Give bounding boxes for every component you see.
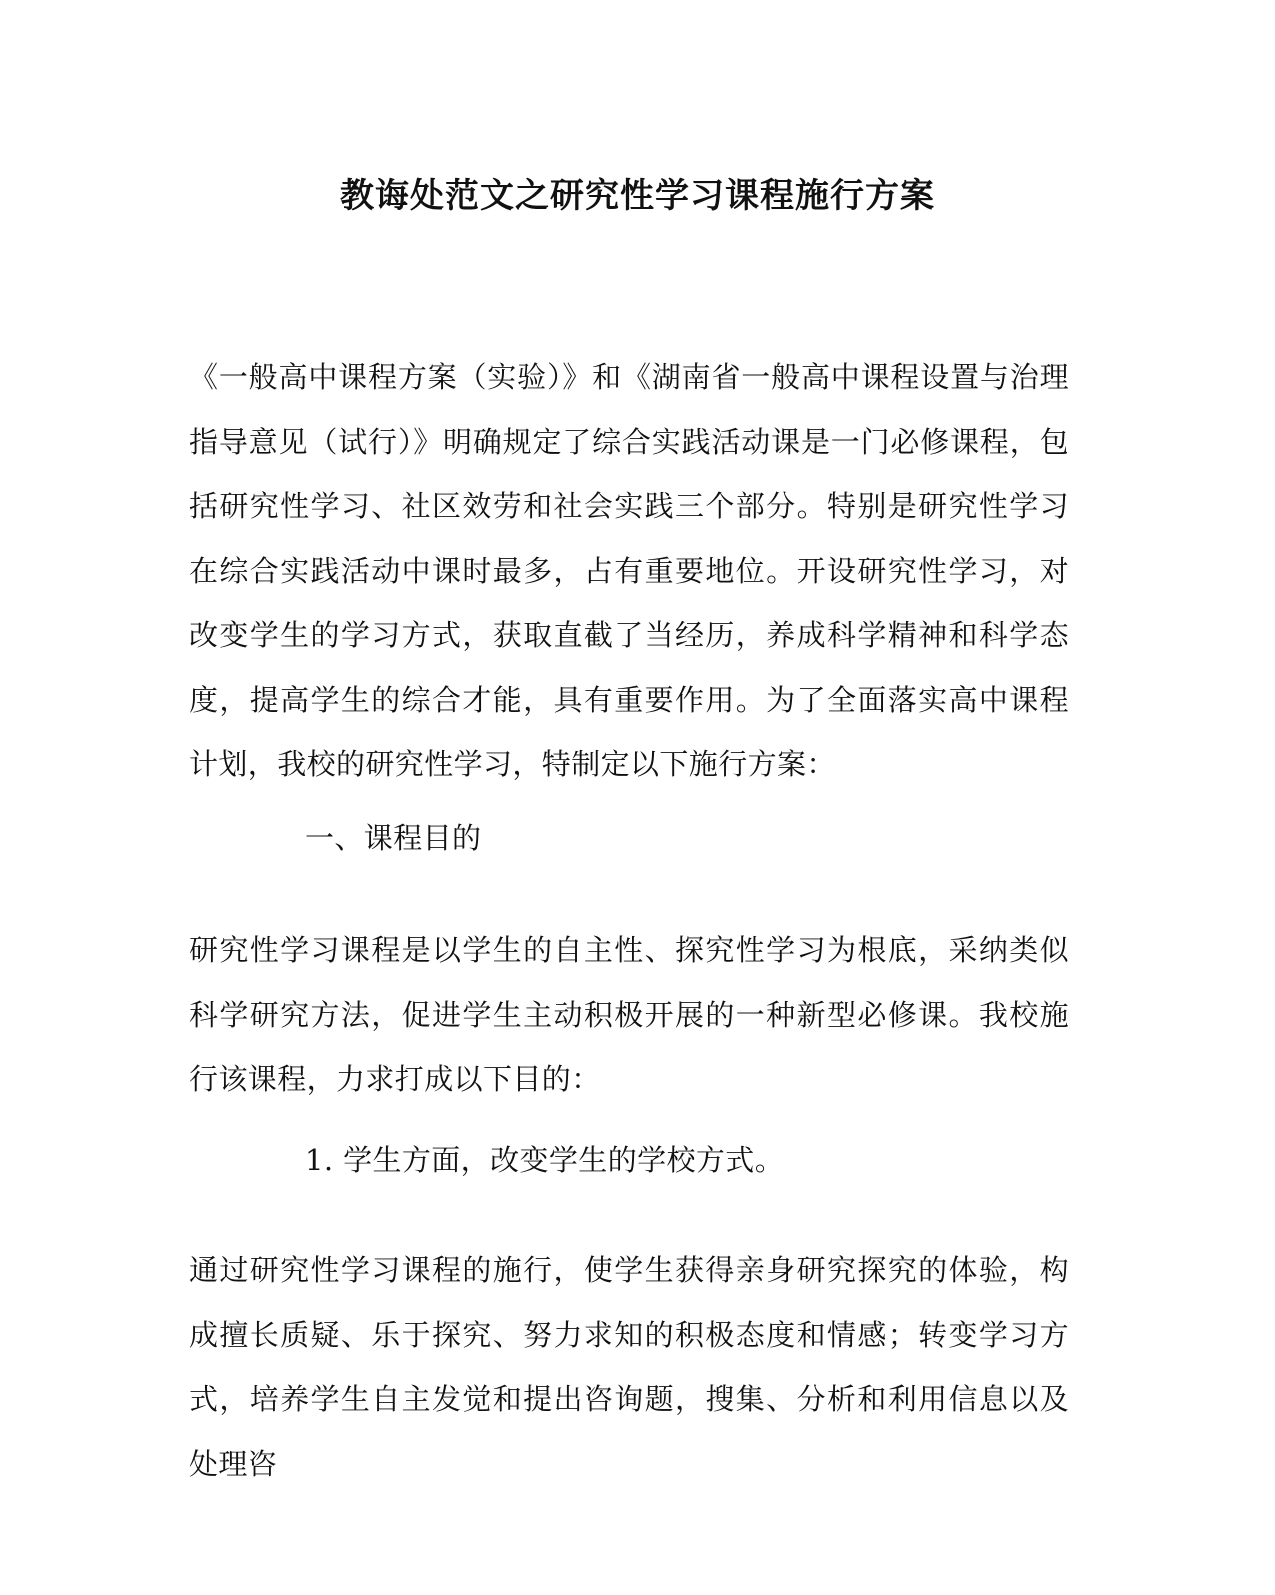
document-title: 教诲处范文之研究性学习课程施行方案 (340, 176, 935, 216)
course-description-paragraph: 研究性学习课程是以学生的自主性、探究性学习为根底，采纳类似科学研究方法，促进学生主动积极开展的一种新型必修课。我校施行该课程，力求打成以下目的： (189, 933, 1069, 1096)
section-heading-course-goals: 一、课程目的 (305, 821, 482, 855)
students-paragraph: 通过研究性学习课程的施行，使学生获得亲身研究探究的体验，构成擅长质疑、乐于探究、努力求知的积极态度和情感；转变学习方式，培养学生自主发觉和提出咨询题，搜集、分析和利用信息以及处理咨 (189, 1253, 1069, 1481)
intro-paragraph: 《一般高中课程方案（实验）》和《湖南省一般高中课程设置与治理指导意见（试行）》明确规定了综合实践活动课是一门必修课程，包括研究性学习、社区效劳和社会实践三个部分。特别是研究性学习在综合实践活动中课时最多，占有重要地位。开设研究性学习，对改变学生的学习方式，获取直截了当经历，养成科学精神和科学态度，提高学生的综合才能，具有重要作用。为了全面落实高中课程计划，我校的研究性学习，特制定以下施行方案： (189, 360, 1069, 781)
subsection-heading-students: 1. 学生方面，改变学生的学校方式。 (305, 1143, 785, 1177)
